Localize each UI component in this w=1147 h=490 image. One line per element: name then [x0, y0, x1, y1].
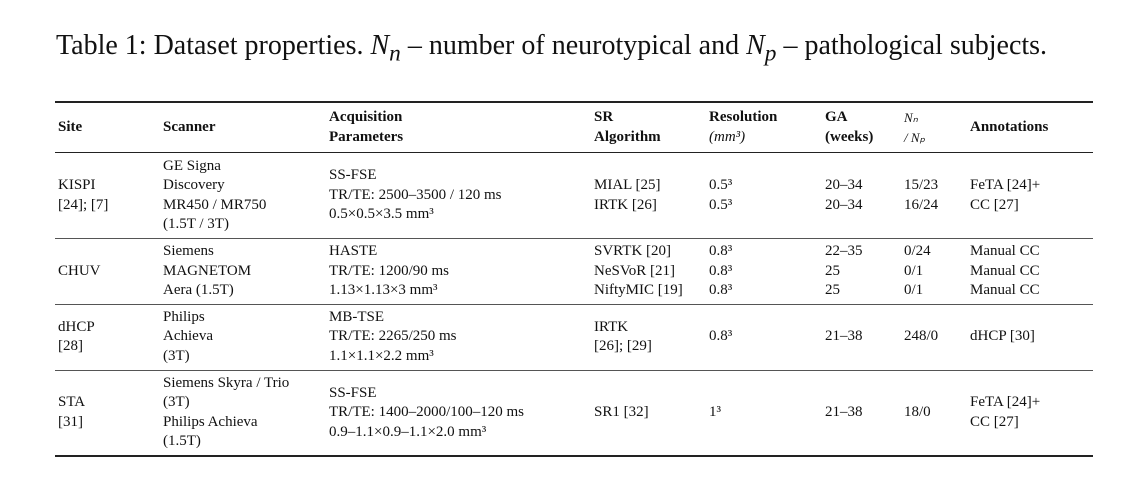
- cell-line: SVRTK [20]: [594, 243, 672, 259]
- cell-sr: [591, 304, 706, 370]
- cell-line: 1³: [709, 404, 721, 420]
- header-line: Site: [58, 118, 83, 135]
- cell-line: IRTK [26]: [594, 196, 657, 213]
- caption-suffix: – pathological subjects.: [776, 30, 1048, 61]
- cell-ga: [822, 304, 901, 370]
- cell-ann: [967, 304, 1093, 370]
- cell-res: [706, 239, 822, 305]
- cell-line: Philips: [163, 308, 205, 325]
- cell-line: dHCP: [58, 318, 95, 335]
- cell-line: TR/TE: 2500–3500 / 120 ms: [329, 186, 502, 203]
- header-line: SR: [594, 109, 614, 125]
- cell-line: [28]: [58, 338, 83, 354]
- cell-ann: [967, 153, 1093, 239]
- cell-line: FeTA [24]+: [970, 394, 1041, 411]
- cell-line: 0.5³: [709, 196, 733, 213]
- cell-line: 0.8³: [709, 243, 733, 259]
- cell-line: MB-TSE: [329, 308, 385, 325]
- cell-scanner: [160, 153, 326, 239]
- cell-line: NiftyMIC [19]: [594, 282, 683, 298]
- header-acquisition: [326, 102, 591, 153]
- header-resolution: [706, 102, 822, 153]
- cell-line: Manual CC: [970, 262, 1040, 279]
- header-line: Scanner: [163, 118, 216, 135]
- cell-ga: [822, 239, 901, 305]
- cell-line: 0/1: [904, 262, 924, 279]
- cell-acq: [326, 370, 591, 456]
- cell-line: CHUV: [58, 262, 101, 279]
- cell-line: [24]; [7]: [58, 196, 109, 213]
- table-row: [55, 153, 1093, 239]
- cell-line: MR450 / MR750: [163, 196, 267, 213]
- cell-line: 21–38: [825, 404, 863, 420]
- header-row: [55, 102, 1093, 153]
- cell-line: (1.5T / 3T): [163, 216, 229, 232]
- cell-line: 0.5³: [709, 177, 733, 193]
- cell-ga: [822, 153, 901, 239]
- caption-middle: – number of neurotypical and: [400, 30, 747, 61]
- cell-ann: [967, 370, 1093, 456]
- cell-line: TR/TE: 1200/90 ms: [329, 262, 449, 279]
- cell-site: [55, 304, 160, 370]
- table-row: [55, 370, 1093, 456]
- header-annotations: [967, 102, 1093, 153]
- cell-n: [901, 153, 967, 239]
- cell-line: GE Signa: [163, 157, 221, 174]
- cell-res: [706, 304, 822, 370]
- cell-line: Siemens Skyra / Trio: [163, 374, 290, 391]
- cell-line: [26]; [29]: [594, 338, 652, 354]
- header-line: GA: [825, 109, 848, 125]
- cell-scanner: [160, 304, 326, 370]
- cell-line: Aera (1.5T): [163, 282, 234, 298]
- cell-line: 20–34: [825, 177, 863, 193]
- cell-line: 0.8³: [709, 282, 733, 298]
- table-body: [55, 153, 1093, 457]
- caption-nn-symbol: N: [370, 30, 390, 61]
- cell-line: CC [27]: [970, 196, 1019, 213]
- cell-line: 21–38: [825, 328, 863, 345]
- header-sr-algorithm: [591, 102, 706, 153]
- cell-line: KISPI: [58, 177, 96, 193]
- cell-line: SS-FSE: [329, 167, 377, 184]
- cell-line: STA: [58, 394, 86, 411]
- cell-line: (3T): [163, 394, 190, 411]
- header-n-ratio: [901, 102, 967, 153]
- cell-line: SR1 [32]: [594, 404, 649, 420]
- cell-line: 248/0: [904, 328, 939, 345]
- cell-res: [706, 370, 822, 456]
- cell-line: 18/0: [904, 404, 931, 420]
- cell-line: 0/1: [904, 282, 924, 298]
- cell-line: Discovery: [163, 177, 225, 193]
- cell-line: TR/TE: 2265/250 ms: [329, 328, 457, 345]
- cell-line: 1.1×1.1×2.2 mm³: [329, 347, 434, 364]
- cell-n: [901, 304, 967, 370]
- header-line: Resolution: [709, 109, 778, 125]
- cell-line: 22–35: [825, 243, 863, 259]
- caption-np-subscript: p: [764, 40, 777, 67]
- cell-n: [901, 239, 967, 305]
- cell-line: Achieva: [163, 328, 213, 345]
- cell-line: Siemens: [163, 243, 214, 259]
- header-line: / Nₚ: [904, 129, 926, 145]
- cell-site: [55, 153, 160, 239]
- cell-line: 0.8³: [709, 328, 733, 345]
- cell-ann: [967, 239, 1093, 305]
- caption-nn-subscript: n: [389, 40, 401, 67]
- header-line: (weeks): [825, 128, 874, 145]
- cell-line: 25: [825, 282, 840, 298]
- cell-line: 1.13×1.13×3 mm³: [329, 282, 438, 298]
- cell-line: 16/24: [904, 196, 939, 213]
- cell-acq: [326, 153, 591, 239]
- cell-line: FeTA [24]+: [970, 177, 1041, 193]
- cell-sr: [591, 370, 706, 456]
- cell-line: [31]: [58, 413, 83, 430]
- cell-line: 0.8³: [709, 262, 733, 279]
- table-caption: [56, 28, 1101, 72]
- cell-site: [55, 239, 160, 305]
- cell-line: CC [27]: [970, 413, 1019, 430]
- header-line: Parameters: [329, 128, 404, 145]
- cell-line: 0.9–1.1×0.9–1.1×2.0 mm³: [329, 423, 487, 440]
- cell-line: MIAL [25]: [594, 177, 661, 193]
- cell-ga: [822, 370, 901, 456]
- cell-sr: [591, 239, 706, 305]
- table-row: [55, 304, 1093, 370]
- cell-line: TR/TE: 1400–2000/100–120 ms: [329, 404, 524, 420]
- header-line: Acquisition: [329, 109, 403, 125]
- header-line: (mm³): [709, 128, 746, 145]
- cell-acq: [326, 304, 591, 370]
- cell-line: HASTE: [329, 243, 378, 259]
- header-scanner: [160, 102, 326, 153]
- cell-line: SS-FSE: [329, 384, 377, 401]
- cell-sr: [591, 153, 706, 239]
- cell-site: [55, 370, 160, 456]
- cell-line: 0/24: [904, 243, 931, 259]
- cell-line: Manual CC: [970, 243, 1040, 259]
- header-site: [55, 102, 160, 153]
- caption-prefix: Table 1: Dataset properties.: [56, 30, 371, 61]
- cell-line: Philips Achieva: [163, 413, 258, 430]
- cell-line: 20–34: [825, 196, 863, 213]
- cell-line: Manual CC: [970, 282, 1040, 298]
- cell-line: 0.5×0.5×3.5 mm³: [329, 206, 434, 223]
- cell-scanner: [160, 370, 326, 456]
- cell-line: (3T): [163, 347, 190, 364]
- header-line: Nₙ: [904, 110, 918, 125]
- cell-line: (1.5T): [163, 433, 201, 450]
- cell-n: [901, 370, 967, 456]
- cell-line: dHCP [30]: [970, 328, 1035, 345]
- header-line: Annotations: [970, 118, 1049, 135]
- table-row: [55, 239, 1093, 305]
- dataset-properties-table: [55, 101, 1093, 457]
- cell-res: [706, 153, 822, 239]
- cell-line: IRTK: [594, 318, 629, 335]
- header-ga: [822, 102, 901, 153]
- cell-scanner: [160, 239, 326, 305]
- header-line: Algorithm: [594, 128, 661, 145]
- cell-acq: [326, 239, 591, 305]
- caption-np-symbol: N: [746, 30, 765, 61]
- cell-line: NeSVoR [21]: [594, 262, 675, 279]
- cell-line: 15/23: [904, 177, 939, 193]
- cell-line: 25: [825, 262, 840, 279]
- cell-line: MAGNETOM: [163, 262, 252, 279]
